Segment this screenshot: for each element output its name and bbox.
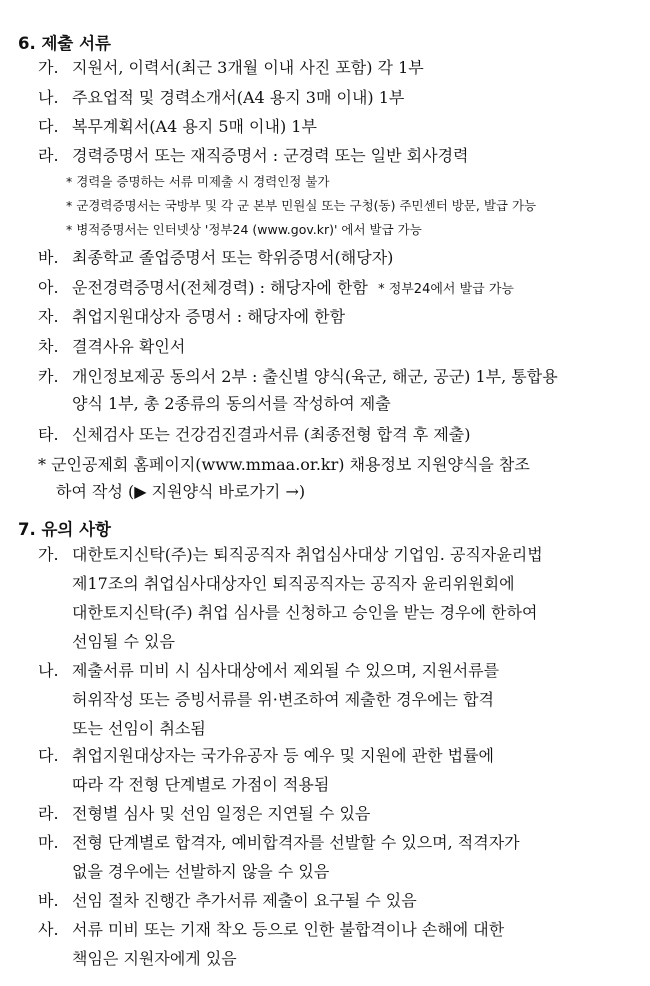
- item-marker: 카.: [38, 367, 59, 386]
- item-text: 허위작성 또는 증빙서류를 위·변조하여 제출한 경우에는 합격: [72, 690, 495, 709]
- item-marker: 바.: [38, 248, 59, 267]
- item-text: 책임은 지원자에게 있음: [72, 949, 237, 968]
- item-marker: 타.: [38, 425, 59, 444]
- item-text: 결격사유 확인서: [72, 337, 186, 356]
- item-text: 지원서, 이력서(최근 3개월 이내 사진 포함) 각 1부: [72, 58, 424, 77]
- item-marker: 마.: [38, 833, 59, 852]
- item-text: 최종학교 졸업증명서 또는 학위증명서(해당자): [72, 248, 394, 267]
- item-text: 운전경력증명서(전체경력) : 해당자에 한함: [72, 278, 368, 297]
- item-marker: 가.: [38, 58, 59, 77]
- note-line: * 군경력증명서는 국방부 및 각 군 본부 민원실 또는 구청(동) 주민센터 방문, 발급 가능: [66, 198, 537, 213]
- item-text: 선임 절차 진행간 추가서류 제출이 요구될 수 있음: [72, 891, 417, 910]
- item-text: 따라 각 전형 단계별로 가점이 적용됨: [72, 775, 330, 794]
- item-text: 경력증명서 또는 재직증명서 : 군경력 또는 일반 회사경력: [72, 146, 469, 165]
- item-text: 대한토지신탁(주) 취업 심사를 신청하고 승인을 받는 경우에 한하여: [72, 603, 538, 622]
- item-text: 신체검사 또는 건강검진결과서류 (최종전형 합격 후 제출): [72, 425, 471, 444]
- note-line: * 병적증명서는 인터넷상 '정부24 (www.gov.kr)' 에서 발급 가능: [66, 222, 422, 237]
- section-7-title: 7. 유의 사항: [18, 520, 111, 539]
- item-text: 취업지원대상자 증명서 : 해당자에 한함: [72, 307, 346, 326]
- item-text: 전형별 심사 및 선임 일정은 지연될 수 있음: [72, 804, 371, 823]
- item-text: 대한토지신탁(주)는 퇴직공직자 취업심사대상 기업임. 공직자윤리법: [72, 545, 543, 564]
- inline-note: * 정부24에서 발급 가능: [378, 282, 514, 297]
- item-marker: 차.: [38, 337, 59, 356]
- item-marker: 다.: [38, 117, 59, 136]
- item-text: 전형 단계별로 합격자, 예비합격자를 선발할 수 있으며, 적격자가: [72, 833, 520, 852]
- item-marker: 나.: [38, 661, 59, 680]
- item-text: 양식 1부, 총 2종류의 동의서를 작성하여 제출: [72, 394, 391, 413]
- item-text: 복무계획서(A4 용지 5매 이내) 1부: [72, 117, 317, 136]
- item-text: 또는 선임이 취소됨: [72, 719, 206, 738]
- item-marker: 라.: [38, 804, 59, 823]
- item-marker: 다.: [38, 746, 59, 765]
- item-text: 취업지원대상자는 국가유공자 등 예우 및 지원에 관한 법률에: [72, 746, 495, 765]
- item-marker: 자.: [38, 307, 59, 326]
- item-marker: 가.: [38, 545, 59, 564]
- item-marker: 나.: [38, 88, 59, 107]
- item-text: 선임될 수 있음: [72, 632, 175, 651]
- form-link[interactable]: 하여 작성 (▶ 지원양식 바로가기 →): [56, 482, 306, 501]
- item-text: 없을 경우에는 선발하지 않을 수 있음: [72, 862, 330, 881]
- section-6-title: 6. 제출 서류: [18, 34, 111, 53]
- item-text: 주요업적 및 경력소개서(A4 용지 3매 이내) 1부: [72, 88, 405, 107]
- item-marker: 바.: [38, 891, 59, 910]
- item-text: 개인정보제공 동의서 2부 : 출신별 양식(육군, 해군, 공군) 1부, 통합용: [72, 367, 558, 386]
- item-marker: 아.: [38, 278, 59, 297]
- item-text: 제17조의 취업심사대상자인 퇴직공직자는 공직자 윤리위원회에: [72, 574, 515, 593]
- item-text: 서류 미비 또는 기재 착오 등으로 인한 불합격이나 손해에 대한: [72, 920, 505, 939]
- note-line: * 경력을 증명하는 서류 미제출 시 경력인정 불가: [66, 174, 330, 189]
- star-note-line: * 군인공제회 홈페이지(www.mmaa.or.kr) 채용정보 지원양식을 참조: [38, 455, 530, 474]
- item-marker: 라.: [38, 146, 59, 165]
- item-marker: 사.: [38, 920, 59, 939]
- item-text: 제출서류 미비 시 심사대상에서 제외될 수 있으며, 지원서류를: [72, 661, 500, 680]
